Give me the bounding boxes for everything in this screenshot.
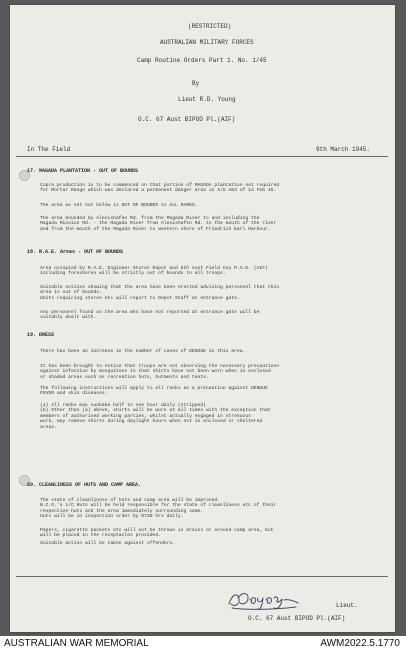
signatory-unit: O.C. 67 Aust BIPOD Pl.(AIF) [248, 615, 346, 622]
order-text-line: Huts will be in inspection order by 0730 hrs daily. [40, 514, 184, 520]
order-text-line: suitably dealt with. [40, 315, 97, 321]
order-text-line: areas. [40, 424, 57, 430]
order-text-line: The following instructions will apply to all ranks as a precaution against DENGUE [40, 386, 268, 391]
order-text-line: Suitable action will be taken against offenders. [40, 541, 176, 546]
order-text-line: Any personnel found on the area who have not reported at entrance gate will be [40, 310, 260, 315]
order-text-line: Area occupied by R.A.E. Engineer Stores Depot and 8th Aust Field Coy R.A.E. (AIF) [40, 266, 268, 271]
order-text-line: Suitable notices showing that the area have been erected advising personnel that this [40, 285, 280, 290]
order-title: Camp Routine Orders Part 1. No. 1/45 [137, 57, 267, 64]
accession-number: AWM2022.5.1770 [320, 638, 400, 649]
order-text-line: members of authorised working parties, whilst actually engaged in strenuous [40, 413, 251, 419]
order-date: 9th March 1945. [316, 146, 371, 153]
classification: (RESTRICTED) [188, 23, 232, 30]
order-text-line: FEVER and skin diseases. [40, 391, 108, 397]
order-text-line: for Mortar Range which was declared a permanent danger area in A/G A63 of 14 Feb 45. [40, 188, 277, 194]
by-label: By [192, 80, 200, 87]
order-text-line: N.C.O.'s i/C Huts will be held responsible for the state of cleanliness etc of their [40, 503, 277, 509]
order-text-line: including foreshores will be strictly out of bounds to all troops. [40, 271, 226, 277]
handwritten-signature [226, 586, 300, 612]
footer-rule [16, 576, 388, 577]
order-text-line: work, may remove shirts during daylight hours when not in enclosed or sheltered [40, 419, 263, 425]
section-heading: 17. MAGADA PLANTATION - OUT OF BOUNDS [27, 168, 139, 174]
order-text-line: will be placed in the receptacles provided. [40, 533, 161, 539]
issuing-officer: Lieut R.D. Young [178, 96, 236, 103]
order-text-line: There has been an increase in the number of cases of DENGUE in this area. [40, 349, 246, 354]
location: In The Field [27, 146, 71, 153]
credit-bar [0, 636, 406, 653]
order-text-line: area is out of bounds. [40, 290, 102, 296]
order-text-line: (b) Other than (a) above, shirts will be worn at all times with the exception that [40, 408, 271, 414]
order-text-line: The area as set out below is OUT OF BOUNDS to ALL RANKS. [40, 203, 198, 208]
credit-left: AUSTRALIAN WAR MEMORIAL [4, 638, 149, 649]
order-text-line: Copra production is to be commenced on that portion of MAGADA plantation not required [40, 183, 280, 188]
order-text-line: and from the mouth of the Magada River to western shore of Friedrich Karl Harbour. [40, 226, 271, 232]
order-text-line: Papers, cigarette packets etc will not be thrown in drains or around camp area, but [40, 528, 274, 533]
header-rule [16, 156, 388, 157]
issuing-unit: O.C. 67 Aust BIPOD Pl.(AIF) [138, 116, 236, 123]
section-heading: 18. R.A.E. Areas - OUT OF BOUNDS [27, 249, 124, 255]
order-text-line: Magada Mission Rd. - the Magada River from Alexishafen Rd. to the mouth of the river [40, 221, 277, 227]
order-text-line: against infection by mosquitoes in that shirts have not been worn when in enclosed [40, 369, 271, 375]
order-text-line: or shaded areas such as recreation huts, hutments and tents. [40, 374, 209, 380]
order-text-line: respective huts and the area immediately surrounding same. [40, 508, 204, 514]
section-heading: 19. DRESS [27, 332, 55, 338]
section-heading: 20. CLEANLINESS OF HUTS AND CAMP AREA. [27, 482, 142, 488]
organisation: AUSTRALIAN MILITARY FORCES [160, 39, 254, 46]
order-text-line: Units requiring stores etc will report to Depot Staff at entrance gate. [40, 295, 240, 301]
signatory-rank: Lieut. [336, 602, 358, 609]
order-text-line: The area bounded by Alexishafen Rd. from the Magada River to and including the [40, 216, 260, 221]
order-text-line: The state of cleanliness of huts and camp area will be improved. [40, 498, 221, 503]
order-text-line: (a) All ranks may sunbake half to one hour daily (stripped) [40, 403, 206, 408]
order-text-line: It has been brought to notice that troops are not observing the necessary precautions [40, 364, 280, 369]
